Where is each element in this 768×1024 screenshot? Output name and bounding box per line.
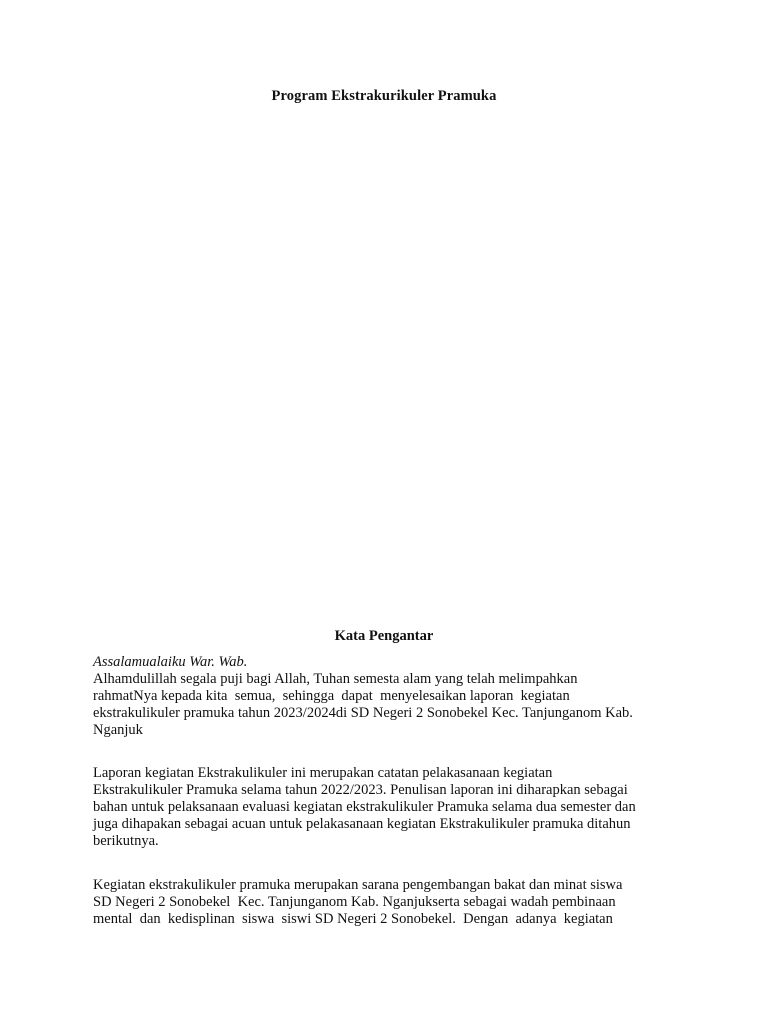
- paragraph-line: rahmatNya kepada kita semua, sehingga dapat menyelesaikan laporan kegiatan: [93, 688, 570, 704]
- document-title: Program Ekstrakurikuler Pramuka: [271, 88, 497, 104]
- section-heading: Kata Pengantar: [334, 628, 434, 644]
- salutation: Assalamualaiku War. Wab.: [93, 654, 248, 670]
- paragraph-2: [93, 765, 683, 850]
- paragraph-line: berikutnya.: [93, 833, 159, 849]
- paragraph-line: Alhamdulillah segala puji bagi Allah, Tuhan semesta alam yang telah melimpahkan: [93, 671, 578, 687]
- paragraph-line: bahan untuk pelaksanaan evaluasi kegiatan ekstrakulikuler Pramuka selama dua semester dan: [93, 799, 636, 815]
- paragraph-line: SD Negeri 2 Sonobekel Kec. Tanjunganom Kab. Nganjukserta sebagai wadah pembinaan: [93, 894, 616, 910]
- paragraph-line: ekstrakulikuler pramuka tahun 2023/2024di SD Negeri 2 Sonobekel Kec. Tanjunganom Kab.: [93, 705, 633, 721]
- paragraph-line: Ekstrakulikuler Pramuka selama tahun 2022/2023. Penulisan laporan ini diharapkan sebagai: [93, 782, 628, 798]
- paragraph-3: [93, 877, 683, 928]
- paragraph-1: [93, 671, 683, 739]
- paragraph-line: mental dan kedisplinan siswa siswi SD Negeri 2 Sonobekel. Dengan adanya kegiatan: [93, 911, 613, 927]
- paragraph-line: Nganjuk: [93, 722, 143, 738]
- paragraph-line: Kegiatan ekstrakulikuler pramuka merupakan sarana pengembangan bakat dan minat siswa: [93, 877, 623, 893]
- paragraph-line: Laporan kegiatan Ekstrakulikuler ini merupakan catatan pelakasanaan kegiatan: [93, 765, 553, 781]
- paragraph-line: juga dihapakan sebagai acuan untuk pelakasanaan kegiatan Ekstrakulikuler pramuka ditahun: [93, 816, 631, 832]
